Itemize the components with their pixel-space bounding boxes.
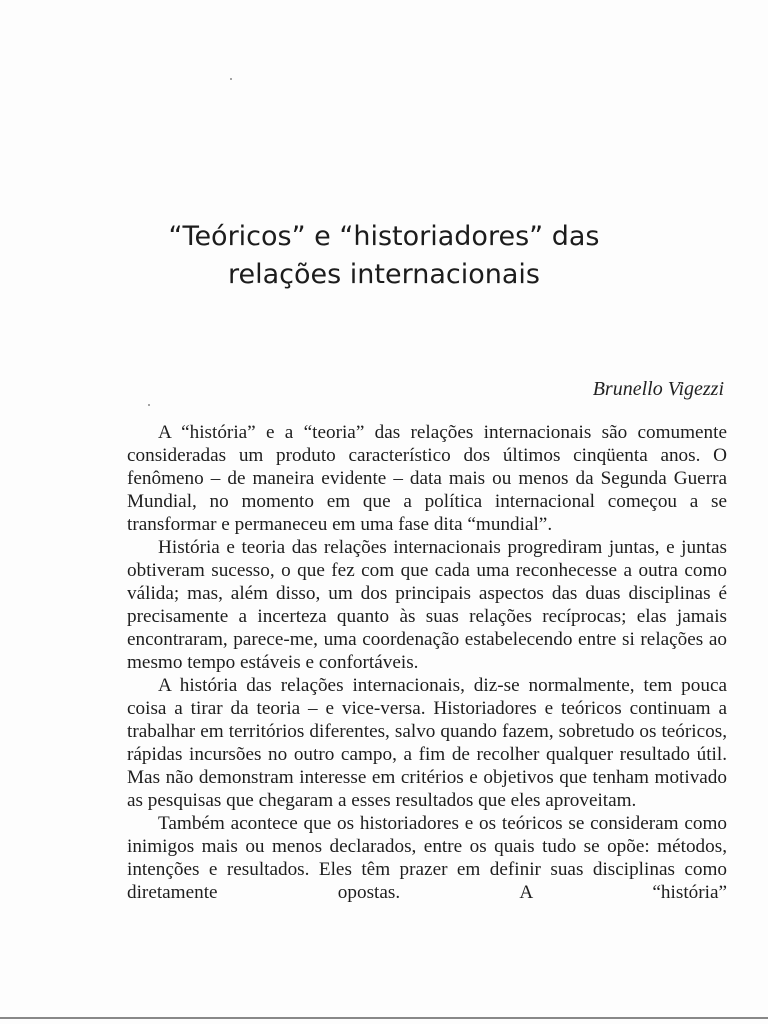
paragraph-3: A história das relações internacionais, diz-se normalmente, tem pouca coisa a tirar da teoria – e vice-versa. Historiadores e teóricos continuam a trabalhar em territórios diferentes, salvo quando fazem, sobretudo os teóricos, rápidas incursões no outro campo, a fim de recolher qualquer resultado útil. Mas não demonstram interesse em critérios e objetivos que tenham motivado as pesquisas que chegaram a esses resultados que eles aproveitam.	[127, 675, 727, 811]
page-speck	[230, 78, 232, 80]
paragraph-2: História e teoria das relações internacionais progrediram juntas, e juntas obtiveram sucesso, o que fez com que cada uma reconhecesse a outra como válida; mas, além disso, um dos principais aspectos das duas disciplinas é precisamente a incerteza quanto às suas relações recíprocas; elas jamais encontraram, parece-me, uma coordenação estabelecendo entre si relações ao mesmo tempo estáveis e confortáveis.	[127, 537, 727, 673]
chapter-title-line-1: “Teóricos” e “historiadores” das	[168, 221, 600, 252]
page-speck	[148, 404, 150, 406]
scan-edge-line	[0, 1017, 768, 1019]
paragraph-4: Também acontece que os historiadores e os teóricos se consideram como inimigos mais ou menos declarados, entre os quais tudo se opõe: métodos, intenções e resultados. Eles têm prazer em definir suas disciplinas como diretamente opostas. A “história”	[127, 813, 727, 903]
chapter-title	[0, 218, 768, 294]
body-text	[127, 421, 727, 904]
author-name: Brunello Vigezzi	[592, 378, 724, 400]
chapter-title-line-2: relações internacionais	[228, 259, 540, 290]
paragraph-1: A “história” e a “teoria” das relações internacionais são comumente consideradas um produto característico dos últimos cinqüenta anos. O fenômeno – de maneira evidente – data mais ou menos da Segunda Guerra Mundial, no momento em que a política internacional começou a se transformar e permaneceu em uma fase dita “mundial”.	[127, 422, 727, 535]
